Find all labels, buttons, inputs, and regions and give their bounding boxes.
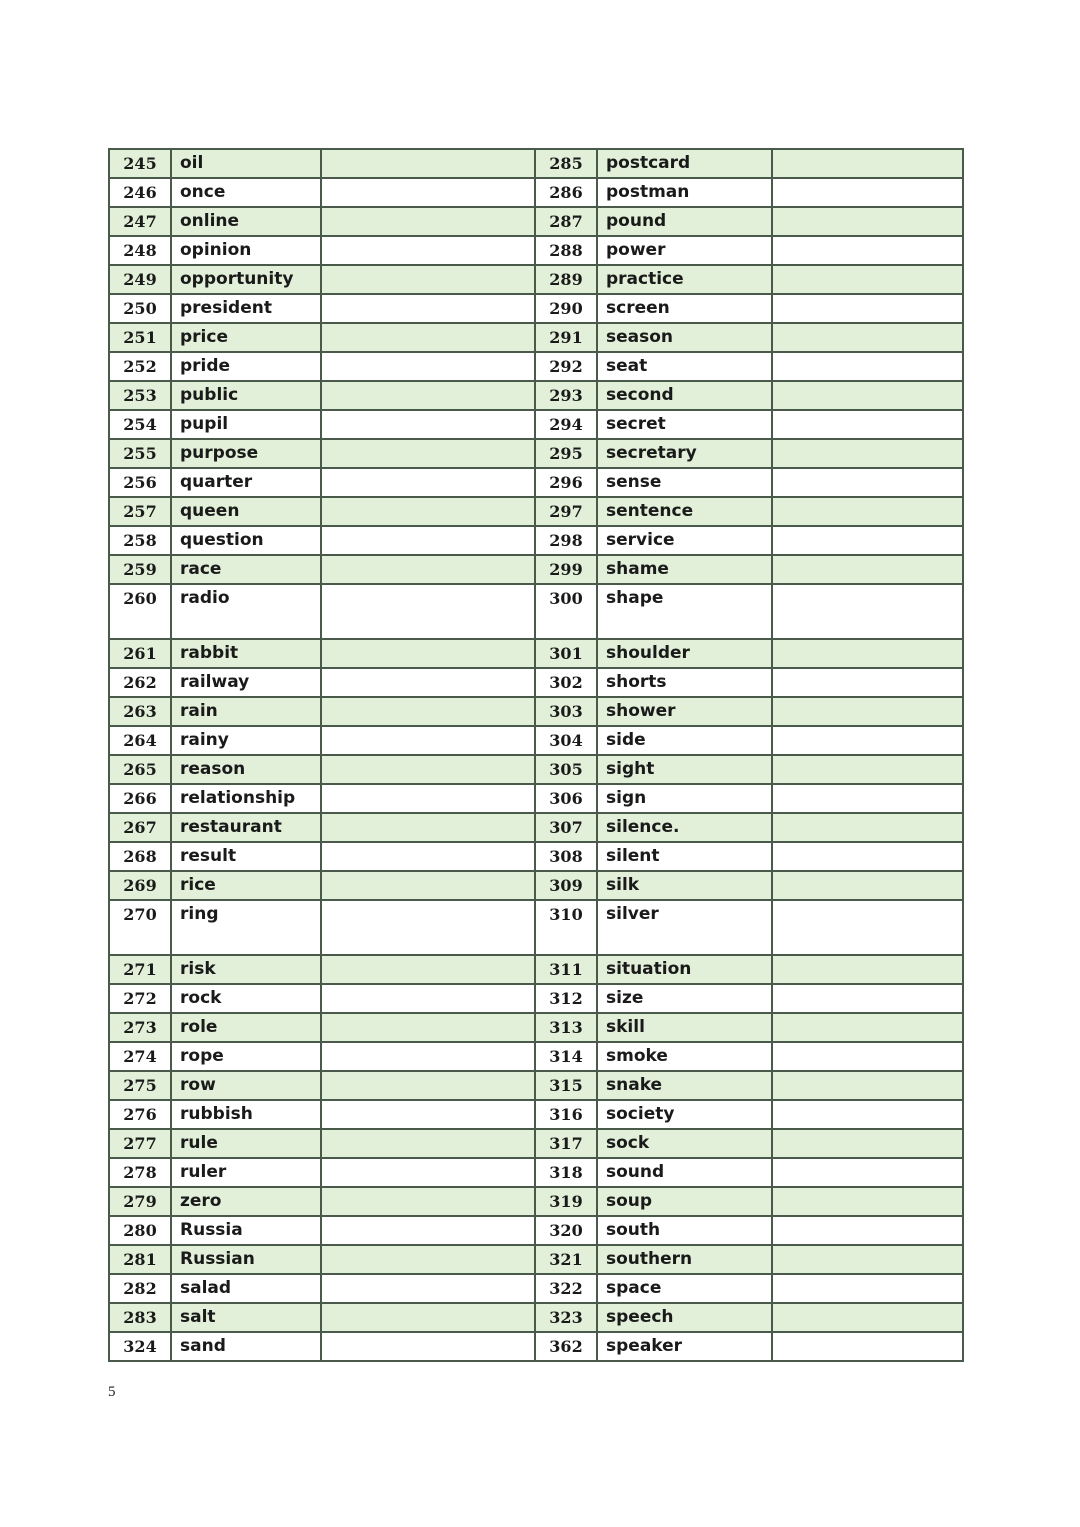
word-cell: opinion — [171, 236, 321, 265]
translation-blank — [321, 1187, 535, 1216]
translation-blank — [321, 236, 535, 265]
vocabulary-table — [108, 148, 964, 1362]
table-row — [109, 265, 963, 294]
translation-blank — [772, 1245, 963, 1274]
translation-blank — [772, 410, 963, 439]
word-number: 291 — [535, 323, 597, 352]
translation-blank — [772, 1303, 963, 1332]
translation-blank — [321, 584, 535, 639]
word-cell: question — [171, 526, 321, 555]
translation-blank — [321, 726, 535, 755]
translation-blank — [772, 900, 963, 955]
word-number: 249 — [109, 265, 171, 294]
word-cell: radio — [171, 584, 321, 639]
word-cell: sentence — [597, 497, 772, 526]
word-number: 286 — [535, 178, 597, 207]
word-cell: speaker — [597, 1332, 772, 1361]
table-row — [109, 813, 963, 842]
translation-blank — [772, 1187, 963, 1216]
word-number: 315 — [535, 1071, 597, 1100]
word-number: 293 — [535, 381, 597, 410]
word-number: 324 — [109, 1332, 171, 1361]
word-number: 301 — [535, 639, 597, 668]
word-cell: reason — [171, 755, 321, 784]
word-number: 306 — [535, 784, 597, 813]
table-row — [109, 1187, 963, 1216]
translation-blank — [772, 871, 963, 900]
word-cell: rule — [171, 1129, 321, 1158]
word-number: 262 — [109, 668, 171, 697]
translation-blank — [321, 294, 535, 323]
translation-blank — [772, 1274, 963, 1303]
word-cell: practice — [597, 265, 772, 294]
word-number: 261 — [109, 639, 171, 668]
translation-blank — [321, 842, 535, 871]
word-number: 257 — [109, 497, 171, 526]
word-number: 259 — [109, 555, 171, 584]
word-cell: president — [171, 294, 321, 323]
word-cell: shoulder — [597, 639, 772, 668]
translation-blank — [321, 381, 535, 410]
word-cell: postman — [597, 178, 772, 207]
word-number: 298 — [535, 526, 597, 555]
translation-blank — [772, 842, 963, 871]
word-cell: oil — [171, 149, 321, 178]
word-cell: pupil — [171, 410, 321, 439]
word-cell: silence. — [597, 813, 772, 842]
translation-blank — [321, 497, 535, 526]
table-row — [109, 497, 963, 526]
translation-blank — [321, 1100, 535, 1129]
translation-blank — [772, 381, 963, 410]
translation-blank — [772, 468, 963, 497]
word-number: 289 — [535, 265, 597, 294]
table-row — [109, 178, 963, 207]
table-row — [109, 1042, 963, 1071]
table-row — [109, 984, 963, 1013]
word-cell: rock — [171, 984, 321, 1013]
word-number: 309 — [535, 871, 597, 900]
table-row — [109, 236, 963, 265]
translation-blank — [772, 352, 963, 381]
translation-blank — [321, 323, 535, 352]
word-cell: purpose — [171, 439, 321, 468]
table-row — [109, 1013, 963, 1042]
translation-blank — [772, 236, 963, 265]
translation-blank — [321, 1158, 535, 1187]
word-number: 320 — [535, 1216, 597, 1245]
word-cell: shame — [597, 555, 772, 584]
word-number: 253 — [109, 381, 171, 410]
translation-blank — [772, 1216, 963, 1245]
translation-blank — [321, 1245, 535, 1274]
translation-blank — [772, 955, 963, 984]
word-number: 256 — [109, 468, 171, 497]
word-number: 317 — [535, 1129, 597, 1158]
word-number: 276 — [109, 1100, 171, 1129]
word-cell: salt — [171, 1303, 321, 1332]
translation-blank — [321, 784, 535, 813]
word-number: 265 — [109, 755, 171, 784]
translation-blank — [321, 439, 535, 468]
word-cell: relationship — [171, 784, 321, 813]
word-number: 267 — [109, 813, 171, 842]
translation-blank — [321, 813, 535, 842]
word-number: 270 — [109, 900, 171, 955]
word-number: 322 — [535, 1274, 597, 1303]
table-row — [109, 207, 963, 236]
word-cell: smoke — [597, 1042, 772, 1071]
word-number: 313 — [535, 1013, 597, 1042]
word-cell: size — [597, 984, 772, 1013]
word-cell: society — [597, 1100, 772, 1129]
word-cell: soup — [597, 1187, 772, 1216]
translation-blank — [321, 526, 535, 555]
word-number: 280 — [109, 1216, 171, 1245]
table-row — [109, 149, 963, 178]
word-number: 299 — [535, 555, 597, 584]
word-number: 258 — [109, 526, 171, 555]
translation-blank — [321, 1071, 535, 1100]
table-row — [109, 1332, 963, 1361]
word-cell: sign — [597, 784, 772, 813]
word-cell: shower — [597, 697, 772, 726]
translation-blank — [321, 639, 535, 668]
word-cell: sock — [597, 1129, 772, 1158]
word-number: 312 — [535, 984, 597, 1013]
translation-blank — [321, 1274, 535, 1303]
translation-blank — [321, 1332, 535, 1361]
word-number: 308 — [535, 842, 597, 871]
table-row — [109, 842, 963, 871]
translation-blank — [772, 1100, 963, 1129]
translation-blank — [321, 1013, 535, 1042]
table-row — [109, 1071, 963, 1100]
word-cell: shape — [597, 584, 772, 639]
translation-blank — [321, 178, 535, 207]
word-number: 273 — [109, 1013, 171, 1042]
word-cell: southern — [597, 1245, 772, 1274]
translation-blank — [321, 697, 535, 726]
word-cell: pound — [597, 207, 772, 236]
word-cell: role — [171, 1013, 321, 1042]
word-cell: situation — [597, 955, 772, 984]
word-number: 305 — [535, 755, 597, 784]
translation-blank — [772, 1129, 963, 1158]
word-number: 281 — [109, 1245, 171, 1274]
word-cell: silent — [597, 842, 772, 871]
word-cell: skill — [597, 1013, 772, 1042]
translation-blank — [321, 352, 535, 381]
table-row — [109, 784, 963, 813]
word-cell: zero — [171, 1187, 321, 1216]
word-number: 248 — [109, 236, 171, 265]
word-cell: snake — [597, 1071, 772, 1100]
word-number: 275 — [109, 1071, 171, 1100]
word-number: 290 — [535, 294, 597, 323]
word-number: 260 — [109, 584, 171, 639]
translation-blank — [772, 323, 963, 352]
table-row — [109, 668, 963, 697]
word-cell: seat — [597, 352, 772, 381]
word-number: 323 — [535, 1303, 597, 1332]
table-row — [109, 900, 963, 955]
translation-blank — [321, 900, 535, 955]
word-number: 247 — [109, 207, 171, 236]
translation-blank — [321, 207, 535, 236]
translation-blank — [772, 726, 963, 755]
translation-blank — [772, 584, 963, 639]
word-number: 285 — [535, 149, 597, 178]
translation-blank — [772, 784, 963, 813]
word-cell: second — [597, 381, 772, 410]
word-number: 362 — [535, 1332, 597, 1361]
table-row — [109, 871, 963, 900]
word-number: 266 — [109, 784, 171, 813]
word-number: 283 — [109, 1303, 171, 1332]
translation-blank — [321, 871, 535, 900]
table-row — [109, 1274, 963, 1303]
word-cell: service — [597, 526, 772, 555]
word-cell: shorts — [597, 668, 772, 697]
translation-blank — [321, 555, 535, 584]
word-cell: quarter — [171, 468, 321, 497]
word-number: 277 — [109, 1129, 171, 1158]
table-row — [109, 755, 963, 784]
translation-blank — [772, 697, 963, 726]
translation-blank — [321, 955, 535, 984]
word-cell: secretary — [597, 439, 772, 468]
table-row — [109, 584, 963, 639]
translation-blank — [772, 1332, 963, 1361]
word-cell: railway — [171, 668, 321, 697]
table-row — [109, 410, 963, 439]
word-number: 297 — [535, 497, 597, 526]
word-cell: once — [171, 178, 321, 207]
word-cell: price — [171, 323, 321, 352]
word-cell: risk — [171, 955, 321, 984]
table-row — [109, 1158, 963, 1187]
word-cell: rope — [171, 1042, 321, 1071]
translation-blank — [772, 149, 963, 178]
word-cell: rabbit — [171, 639, 321, 668]
translation-blank — [772, 294, 963, 323]
word-number: 272 — [109, 984, 171, 1013]
word-number: 263 — [109, 697, 171, 726]
word-cell: rice — [171, 871, 321, 900]
word-number: 252 — [109, 352, 171, 381]
word-cell: silk — [597, 871, 772, 900]
word-cell: sense — [597, 468, 772, 497]
translation-blank — [772, 755, 963, 784]
word-cell: restaurant — [171, 813, 321, 842]
word-number: 288 — [535, 236, 597, 265]
word-cell: south — [597, 1216, 772, 1245]
translation-blank — [772, 526, 963, 555]
word-number: 303 — [535, 697, 597, 726]
translation-blank — [772, 265, 963, 294]
word-number: 250 — [109, 294, 171, 323]
translation-blank — [321, 1042, 535, 1071]
word-cell: Russia — [171, 1216, 321, 1245]
word-number: 311 — [535, 955, 597, 984]
word-cell: result — [171, 842, 321, 871]
translation-blank — [321, 265, 535, 294]
word-number: 269 — [109, 871, 171, 900]
table-row — [109, 1216, 963, 1245]
translation-blank — [772, 1013, 963, 1042]
translation-blank — [321, 1303, 535, 1332]
page-number: 5 — [108, 1384, 116, 1400]
word-number: 321 — [535, 1245, 597, 1274]
translation-blank — [321, 668, 535, 697]
word-cell: pride — [171, 352, 321, 381]
word-cell: secret — [597, 410, 772, 439]
word-number: 302 — [535, 668, 597, 697]
word-cell: race — [171, 555, 321, 584]
word-number: 278 — [109, 1158, 171, 1187]
word-cell: space — [597, 1274, 772, 1303]
translation-blank — [772, 1158, 963, 1187]
word-cell: ruler — [171, 1158, 321, 1187]
table-row — [109, 526, 963, 555]
table-row — [109, 468, 963, 497]
word-number: 255 — [109, 439, 171, 468]
translation-blank — [321, 984, 535, 1013]
word-cell: salad — [171, 1274, 321, 1303]
word-number: 287 — [535, 207, 597, 236]
table-row — [109, 726, 963, 755]
translation-blank — [321, 410, 535, 439]
translation-blank — [772, 984, 963, 1013]
word-cell: speech — [597, 1303, 772, 1332]
word-number: 251 — [109, 323, 171, 352]
table-row — [109, 323, 963, 352]
word-number: 300 — [535, 584, 597, 639]
word-cell: sound — [597, 1158, 772, 1187]
translation-blank — [772, 668, 963, 697]
word-cell: ring — [171, 900, 321, 955]
word-number: 282 — [109, 1274, 171, 1303]
translation-blank — [321, 1129, 535, 1158]
word-number: 254 — [109, 410, 171, 439]
word-cell: online — [171, 207, 321, 236]
table-row — [109, 294, 963, 323]
word-cell: sight — [597, 755, 772, 784]
table-row — [109, 381, 963, 410]
word-number: 279 — [109, 1187, 171, 1216]
word-cell: rain — [171, 697, 321, 726]
word-number: 304 — [535, 726, 597, 755]
word-cell: sand — [171, 1332, 321, 1361]
word-number: 295 — [535, 439, 597, 468]
translation-blank — [321, 755, 535, 784]
word-cell: power — [597, 236, 772, 265]
word-cell: Russian — [171, 1245, 321, 1274]
word-number: 310 — [535, 900, 597, 955]
translation-blank — [772, 207, 963, 236]
word-number: 294 — [535, 410, 597, 439]
table-row — [109, 555, 963, 584]
word-number: 318 — [535, 1158, 597, 1187]
word-number: 307 — [535, 813, 597, 842]
word-number: 268 — [109, 842, 171, 871]
table-row — [109, 955, 963, 984]
translation-blank — [321, 149, 535, 178]
word-cell: queen — [171, 497, 321, 526]
translation-blank — [772, 497, 963, 526]
word-number: 245 — [109, 149, 171, 178]
word-cell: screen — [597, 294, 772, 323]
word-cell: rubbish — [171, 1100, 321, 1129]
translation-blank — [772, 178, 963, 207]
translation-blank — [321, 1216, 535, 1245]
table-row — [109, 1245, 963, 1274]
table-row — [109, 639, 963, 668]
table-row — [109, 1303, 963, 1332]
translation-blank — [772, 639, 963, 668]
word-number: 319 — [535, 1187, 597, 1216]
word-cell: opportunity — [171, 265, 321, 294]
table-row — [109, 352, 963, 381]
word-number: 246 — [109, 178, 171, 207]
translation-blank — [772, 1042, 963, 1071]
table-row — [109, 1129, 963, 1158]
word-number: 296 — [535, 468, 597, 497]
word-number: 292 — [535, 352, 597, 381]
word-cell: public — [171, 381, 321, 410]
word-number: 314 — [535, 1042, 597, 1071]
translation-blank — [772, 1071, 963, 1100]
word-number: 316 — [535, 1100, 597, 1129]
translation-blank — [772, 813, 963, 842]
word-cell: season — [597, 323, 772, 352]
translation-blank — [321, 468, 535, 497]
word-number: 264 — [109, 726, 171, 755]
translation-blank — [772, 555, 963, 584]
translation-blank — [772, 439, 963, 468]
word-cell: silver — [597, 900, 772, 955]
table-row — [109, 1100, 963, 1129]
word-number: 274 — [109, 1042, 171, 1071]
table-row — [109, 439, 963, 468]
word-cell: side — [597, 726, 772, 755]
word-cell: rainy — [171, 726, 321, 755]
table-row — [109, 697, 963, 726]
word-number: 271 — [109, 955, 171, 984]
word-cell: postcard — [597, 149, 772, 178]
word-cell: row — [171, 1071, 321, 1100]
